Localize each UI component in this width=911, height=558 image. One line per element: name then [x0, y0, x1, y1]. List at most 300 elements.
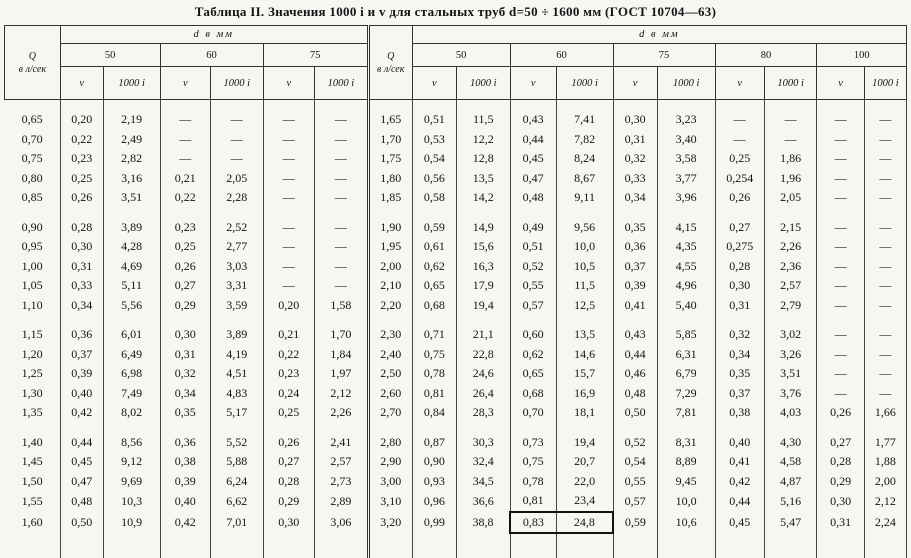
value-cell: 2,12 [315, 384, 369, 404]
spacer-cell [715, 533, 764, 558]
table-row [5, 218, 907, 238]
value-cell: 7,82 [556, 130, 613, 150]
spacer-cell [315, 315, 369, 325]
value-cell: 0,56 [412, 169, 456, 189]
value-cell: — [864, 218, 906, 238]
value-cell: 21,1 [456, 325, 510, 345]
value-cell: 0,84 [412, 403, 456, 423]
value-cell: — [764, 110, 817, 130]
value-cell: 0,43 [613, 325, 657, 345]
table-title: Таблица II. Значения 1000 i и v для стальных труб d=50 ÷ 1600 мм (ГОСТ 10704—63) [0, 4, 911, 20]
v-header: v [715, 67, 764, 100]
spacer-cell [556, 315, 613, 325]
value-cell: 6,79 [657, 364, 715, 384]
value-cell: — [864, 188, 906, 208]
value-cell: 0,30 [60, 237, 103, 257]
table-row [5, 472, 907, 492]
value-cell: — [715, 110, 764, 130]
value-cell: 0,51 [510, 237, 556, 257]
q-cell: 1,80 [368, 169, 412, 189]
value-cell: 5,88 [211, 452, 264, 472]
value-cell: 0,44 [60, 433, 103, 453]
value-cell: 12,5 [556, 296, 613, 316]
spacer-cell [456, 100, 510, 111]
value-cell: 0,22 [160, 188, 210, 208]
value-cell: 2,05 [211, 169, 264, 189]
value-cell: 0,54 [412, 149, 456, 169]
value-cell: 0,44 [715, 491, 764, 512]
q-unit: в л/сек [370, 63, 412, 76]
value-cell: 0,31 [715, 296, 764, 316]
spacer-cell [657, 100, 715, 111]
value-cell: — [263, 110, 315, 130]
value-cell: 0,27 [817, 433, 864, 453]
value-cell: 0,26 [160, 257, 210, 277]
value-cell: 1,77 [864, 433, 906, 453]
value-cell: 13,5 [556, 325, 613, 345]
value-cell: — [817, 237, 864, 257]
spacer-cell [368, 423, 412, 433]
value-cell: 24,6 [456, 364, 510, 384]
value-cell: — [263, 149, 315, 169]
value-cell: 0,61 [412, 237, 456, 257]
value-cell: 6,24 [211, 472, 264, 492]
spacer-cell [211, 208, 264, 218]
value-cell: 0,78 [510, 472, 556, 492]
value-cell: — [817, 218, 864, 238]
value-cell: — [160, 110, 210, 130]
value-cell: 0,30 [613, 110, 657, 130]
value-cell: — [211, 130, 264, 150]
value-cell: 4,58 [764, 452, 817, 472]
value-cell: 2,28 [211, 188, 264, 208]
table-row [5, 296, 907, 316]
value-cell: 0,70 [510, 403, 556, 423]
value-cell: — [263, 237, 315, 257]
spacer-cell [211, 315, 264, 325]
value-cell: 6,49 [103, 345, 160, 365]
table-row [5, 433, 907, 453]
table-header [5, 26, 907, 100]
q-cell: 2,70 [368, 403, 412, 423]
value-cell: 0,59 [412, 218, 456, 238]
spacer-cell [263, 100, 315, 111]
value-cell: — [864, 110, 906, 130]
value-cell: 11,5 [456, 110, 510, 130]
q-cell: 2,30 [368, 325, 412, 345]
pipe-values-table [4, 25, 907, 558]
value-cell: 0,25 [60, 169, 103, 189]
value-cell: 4,87 [764, 472, 817, 492]
table-row [5, 130, 907, 150]
value-cell: 17,9 [456, 276, 510, 296]
row-spacer [5, 423, 907, 433]
value-cell: 0,55 [613, 472, 657, 492]
value-cell: 2,19 [103, 110, 160, 130]
value-cell: 0,87 [412, 433, 456, 453]
value-cell: 0,33 [613, 169, 657, 189]
value-cell: 9,45 [657, 472, 715, 492]
value-cell: 0,73 [510, 433, 556, 453]
value-cell: 0,39 [613, 276, 657, 296]
spacer-cell [657, 315, 715, 325]
value-cell: 3,77 [657, 169, 715, 189]
spacer-cell [103, 208, 160, 218]
table-row [5, 169, 907, 189]
value-cell: 0,20 [60, 110, 103, 130]
value-cell: — [817, 276, 864, 296]
value-cell: 0,24 [263, 384, 315, 404]
value-cell: 28,3 [456, 403, 510, 423]
value-cell: 0,48 [60, 491, 103, 512]
q-cell: 2,40 [368, 345, 412, 365]
value-cell: 2,26 [315, 403, 369, 423]
value-cell: 22,0 [556, 472, 613, 492]
value-cell: 0,41 [715, 452, 764, 472]
spacer-cell [5, 208, 61, 218]
value-cell: 1,66 [864, 403, 906, 423]
value-cell: — [315, 276, 369, 296]
spacer-cell [456, 423, 510, 433]
value-cell: 0,34 [160, 384, 210, 404]
value-cell: 0,37 [613, 257, 657, 277]
table-row [5, 512, 907, 534]
q-cell: 0,80 [5, 169, 61, 189]
table-row [5, 491, 907, 512]
value-cell: 0,47 [60, 472, 103, 492]
value-cell: 0,32 [160, 364, 210, 384]
table-row [5, 188, 907, 208]
value-cell: 9,12 [103, 452, 160, 472]
value-cell: 0,26 [715, 188, 764, 208]
value-cell: — [263, 188, 315, 208]
spacer-cell [456, 533, 510, 558]
value-cell: 0,47 [510, 169, 556, 189]
value-cell: 0,50 [613, 403, 657, 423]
value-cell: 3,40 [657, 130, 715, 150]
value-cell: 0,45 [510, 149, 556, 169]
value-cell: 0,25 [263, 403, 315, 423]
table-row [5, 364, 907, 384]
value-cell: 4,96 [657, 276, 715, 296]
value-cell: — [817, 345, 864, 365]
value-cell: 12,2 [456, 130, 510, 150]
value-cell: 7,29 [657, 384, 715, 404]
value-cell: 1,86 [764, 149, 817, 169]
spacer-cell [160, 423, 210, 433]
spacer-cell [657, 533, 715, 558]
value-cell: 1,70 [315, 325, 369, 345]
diameter-row [5, 44, 907, 67]
value-cell: 0,36 [60, 325, 103, 345]
value-cell: 0,21 [160, 169, 210, 189]
value-cell: 0,26 [817, 403, 864, 423]
value-cell: 0,21 [263, 325, 315, 345]
value-cell: — [817, 257, 864, 277]
value-cell: 0,57 [613, 491, 657, 512]
value-cell: 16,3 [456, 257, 510, 277]
value-cell: 1,97 [315, 364, 369, 384]
table-row [5, 237, 907, 257]
value-cell: 1,88 [864, 452, 906, 472]
spacer-cell [103, 423, 160, 433]
row-spacer [5, 315, 907, 325]
value-cell: 2,49 [103, 130, 160, 150]
spacer-cell [211, 100, 264, 111]
value-cell: — [315, 188, 369, 208]
value-cell: — [263, 130, 315, 150]
value-cell: 0,40 [715, 433, 764, 453]
spacer-cell [613, 315, 657, 325]
value-cell: 1,58 [315, 296, 369, 316]
spacer-cell [864, 315, 906, 325]
v-header: v [412, 67, 456, 100]
q-cell: 1,90 [368, 218, 412, 238]
q-cell: 0,95 [5, 237, 61, 257]
value-cell: 6,01 [103, 325, 160, 345]
value-cell: — [764, 130, 817, 150]
value-cell: 3,16 [103, 169, 160, 189]
value-cell: 0,31 [60, 257, 103, 277]
value-cell: 0,40 [60, 384, 103, 404]
value-cell: 36,6 [456, 491, 510, 512]
q-unit: в л/сек [5, 63, 60, 76]
value-cell: 4,28 [103, 237, 160, 257]
value-cell: 0,36 [613, 237, 657, 257]
value-cell: 0,42 [160, 512, 210, 534]
value-cell: 0,35 [613, 218, 657, 238]
value-cell: 7,81 [657, 403, 715, 423]
spacer-cell [368, 315, 412, 325]
q-cell: 1,85 [368, 188, 412, 208]
value-cell: 10,0 [556, 237, 613, 257]
q-cell: 1,05 [5, 276, 61, 296]
table-row [5, 257, 907, 277]
diameter-left-60: 60 [160, 44, 263, 67]
value-cell: 0,52 [613, 433, 657, 453]
value-cell: 0,26 [263, 433, 315, 453]
value-cell: 8,02 [103, 403, 160, 423]
value-cell: 3,23 [657, 110, 715, 130]
spacer-cell [556, 533, 613, 558]
v-header: v [613, 67, 657, 100]
q-cell: 1,15 [5, 325, 61, 345]
spacer-cell [715, 208, 764, 218]
value-cell: 3,59 [211, 296, 264, 316]
value-cell: 10,5 [556, 257, 613, 277]
value-cell: — [817, 384, 864, 404]
value-cell: 2,15 [764, 218, 817, 238]
q-cell: 0,65 [5, 110, 61, 130]
value-cell: 0,90 [412, 452, 456, 472]
value-cell: 0,30 [160, 325, 210, 345]
value-cell: 5,52 [211, 433, 264, 453]
value-cell: — [864, 130, 906, 150]
value-cell: 0,29 [263, 491, 315, 512]
value-cell: — [263, 257, 315, 277]
value-cell: 0,23 [160, 218, 210, 238]
spacer-cell [864, 208, 906, 218]
spacer-cell [5, 315, 61, 325]
value-cell: 11,5 [556, 276, 613, 296]
value-cell: 0,71 [412, 325, 456, 345]
value-cell: 0,31 [817, 512, 864, 534]
value-cell: 0,44 [613, 345, 657, 365]
q-cell: 3,10 [368, 491, 412, 512]
value-cell: — [864, 325, 906, 345]
value-cell: — [864, 364, 906, 384]
value-cell: — [817, 296, 864, 316]
value-cell: — [211, 149, 264, 169]
value-cell: 0,23 [60, 149, 103, 169]
spacer-cell [5, 423, 61, 433]
spacer-cell [817, 533, 864, 558]
value-cell: 4,30 [764, 433, 817, 453]
value-cell: 16,9 [556, 384, 613, 404]
value-cell: 0,31 [160, 345, 210, 365]
i-header: 1000 i [764, 67, 817, 100]
value-cell: 3,89 [103, 218, 160, 238]
i-header: 1000 i [657, 67, 715, 100]
table-row [5, 384, 907, 404]
value-cell: 0,41 [613, 296, 657, 316]
diameter-left-75: 75 [263, 44, 368, 67]
value-cell: 0,81 [412, 384, 456, 404]
value-cell: 14,2 [456, 188, 510, 208]
value-cell: 2,41 [315, 433, 369, 453]
spacer-cell [60, 533, 103, 558]
q-cell: 1,60 [5, 512, 61, 534]
i-header: 1000 i [211, 67, 264, 100]
q-cell: 3,20 [368, 512, 412, 534]
spacer-cell [160, 208, 210, 218]
q-cell: 1,00 [5, 257, 61, 277]
value-cell: 2,77 [211, 237, 264, 257]
value-cell: 0,39 [160, 472, 210, 492]
value-cell: 0,62 [412, 257, 456, 277]
spacer-cell [817, 315, 864, 325]
spacer-cell [60, 208, 103, 218]
value-cell: 0,27 [263, 452, 315, 472]
value-cell: 5,40 [657, 296, 715, 316]
value-cell: 4,83 [211, 384, 264, 404]
value-cell: 0,25 [160, 237, 210, 257]
value-cell: 0,23 [263, 364, 315, 384]
q-label: Q [5, 50, 60, 63]
value-cell: 14,6 [556, 345, 613, 365]
value-cell: — [864, 384, 906, 404]
value-cell: 6,62 [211, 491, 264, 512]
spacer-cell [412, 208, 456, 218]
value-cell: 0,65 [510, 364, 556, 384]
spacer-cell [864, 100, 906, 111]
value-cell: 0,25 [715, 149, 764, 169]
spacer-cell [613, 533, 657, 558]
value-cell: 18,1 [556, 403, 613, 423]
value-cell: 0,78 [412, 364, 456, 384]
value-cell: — [263, 169, 315, 189]
value-cell: 0,37 [715, 384, 764, 404]
q-cell: 0,75 [5, 149, 61, 169]
value-cell: 0,30 [263, 512, 315, 534]
value-cell: 0,34 [613, 188, 657, 208]
value-cell: 0,65 [412, 276, 456, 296]
value-cell: — [263, 276, 315, 296]
value-cell: 20,7 [556, 452, 613, 472]
spacer-cell [368, 208, 412, 218]
value-cell: 1,96 [764, 169, 817, 189]
q-header-left [5, 26, 61, 100]
v-header: v [817, 67, 864, 100]
spacer-cell [556, 100, 613, 111]
value-cell: 2,89 [315, 491, 369, 512]
value-cell: — [315, 237, 369, 257]
spacer-cell [556, 423, 613, 433]
spacer-cell [160, 100, 210, 111]
value-cell: 2,79 [764, 296, 817, 316]
value-cell: 0,55 [510, 276, 556, 296]
spacer-cell [412, 533, 456, 558]
q-cell: 1,55 [5, 491, 61, 512]
value-cell: — [315, 149, 369, 169]
value-cell: 12,8 [456, 149, 510, 169]
value-cell: 0,45 [715, 512, 764, 534]
q-cell: 1,35 [5, 403, 61, 423]
spacer-cell [613, 423, 657, 433]
spacer-cell [613, 100, 657, 111]
value-cell: 4,03 [764, 403, 817, 423]
value-cell: — [315, 110, 369, 130]
value-cell: 0,52 [510, 257, 556, 277]
value-cell: 4,51 [211, 364, 264, 384]
value-cell: 0,36 [160, 433, 210, 453]
value-cell: 0,68 [412, 296, 456, 316]
value-cell: 4,69 [103, 257, 160, 277]
value-cell: 19,4 [556, 433, 613, 453]
q-cell: 1,10 [5, 296, 61, 316]
value-cell: 3,89 [211, 325, 264, 345]
value-cell: 0,31 [613, 130, 657, 150]
spacer-cell [657, 423, 715, 433]
spacer-cell [211, 423, 264, 433]
value-cell: 23,4 [556, 491, 613, 512]
value-cell: 15,6 [456, 237, 510, 257]
value-cell: 0,22 [60, 130, 103, 150]
row-spacer [5, 100, 907, 111]
spacer-cell [510, 315, 556, 325]
diameter-right-80: 80 [715, 44, 817, 67]
table-row [5, 149, 907, 169]
v-header: v [160, 67, 210, 100]
i-header: 1000 i [103, 67, 160, 100]
value-cell: 3,02 [764, 325, 817, 345]
value-cell: 3,03 [211, 257, 264, 277]
diameter-group-left: d в мм [60, 26, 368, 44]
value-cell: 24,8 [556, 512, 613, 534]
spacer-cell [263, 315, 315, 325]
spacer-cell [864, 533, 906, 558]
value-cell: 8,31 [657, 433, 715, 453]
q-cell: 1,40 [5, 433, 61, 453]
q-cell: 3,00 [368, 472, 412, 492]
value-cell: 0,40 [160, 491, 210, 512]
value-cell: 26,4 [456, 384, 510, 404]
value-cell: 0,50 [60, 512, 103, 534]
value-cell: 0,28 [715, 257, 764, 277]
value-cell: 7,01 [211, 512, 264, 534]
value-cell: 5,85 [657, 325, 715, 345]
q-cell: 1,50 [5, 472, 61, 492]
